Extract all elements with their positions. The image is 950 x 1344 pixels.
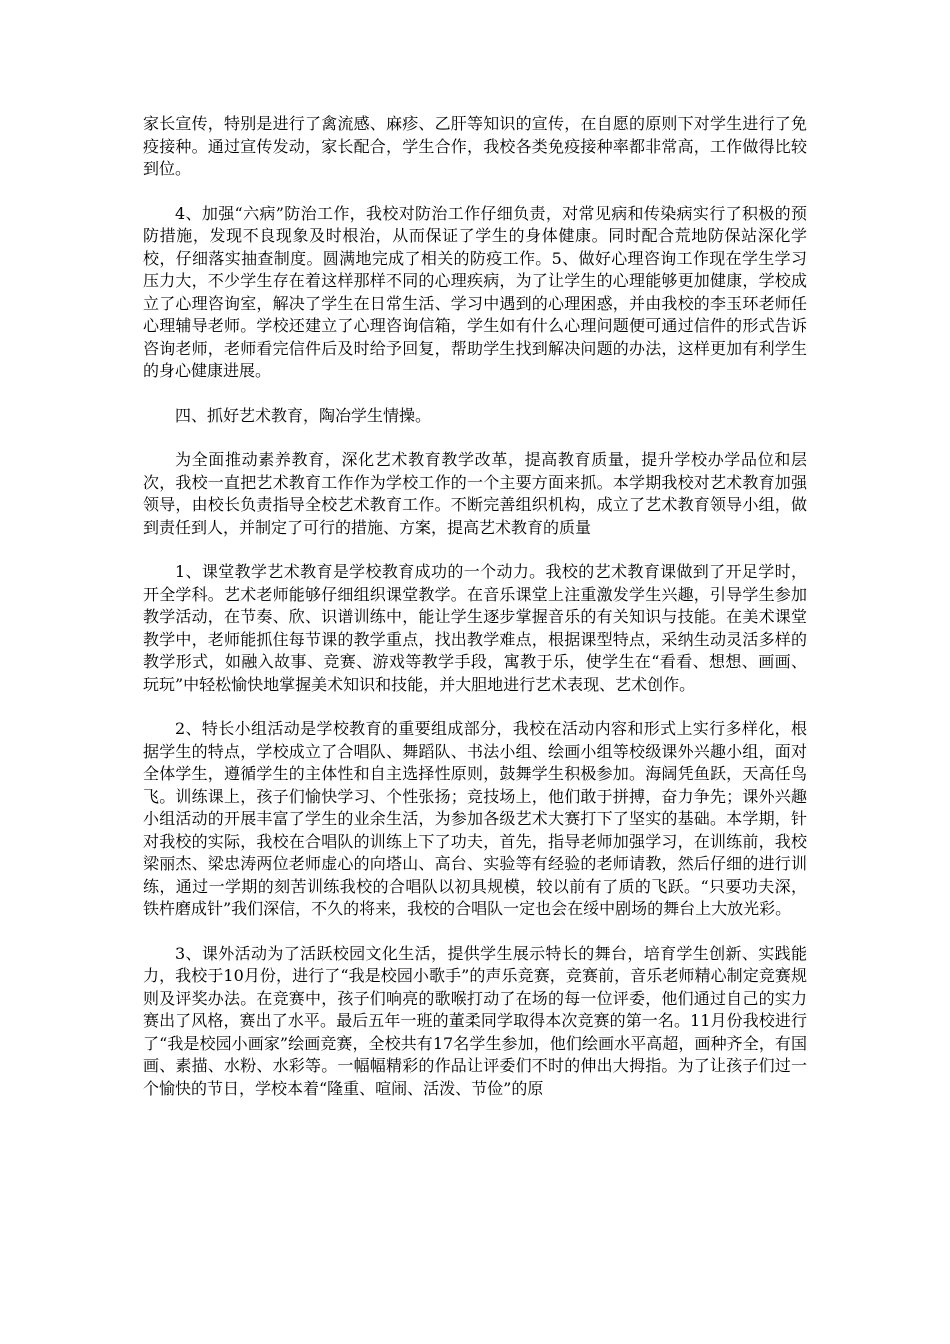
paragraph-extracurricular-activities: 3、课外活动为了活跃校园文化生活，提供学生展示特长的舞台，培育学生创新、实践能力，我校于10月份，进行了“我是校园小歌手”的声乐竞赛，竞赛前，音乐老师精心制定竞赛规则及评奖办法。在竞赛中，孩子们响亮的歌喉打动了在场的每一位评委，他们通过自己的实力赛出了风格，赛出了水平。最后五年一班的董柔同学取得本次竞赛的第一名。11月份我校进行了“我是校园小画家”绘画竞赛，全校共有17名学生参加，他们绘画水平高超，画种齐全，有国画、素描、水粉、水彩等。一幅幅精彩的作品让评委们不时的伸出大拇指。为了让孩子们过一个愉快的节日，学校本着“隆重、喧闹、活泼、节俭”的原 — [143, 943, 807, 1098]
paragraph-art-education-intro: 为全面推动素养教育，深化艺术教育教学改革，提高教育质量，提升学校办学品位和层次，我校一直把艺术教育工作作为学校工作的一个主要方面来抓。本学期我校对艺术教育加强领导，由校长负责指导全校艺术教育工作。不断完善组织机构，成立了艺术教育领导小组，做到责任到人，并制定了可行的措施、方案，提高艺术教育的质量 — [143, 450, 807, 537]
paragraph-immunization-publicity: 家长宣传，特别是进行了禽流感、麻疹、乙肝等知识的宣传，在自愿的原则下对学生进行了免疫接种。通过宣传发动，家长配合，学生合作，我校各类免疫接种率都非常高，工作做得比较到位。 — [143, 114, 807, 178]
paragraph-disease-prevention: 4、加强“六病”防治工作，我校对防治工作仔细负责，对常见病和传染病实行了积极的预防措施，发现不良现象及时根治，从而保证了学生的身体健康。同时配合荒地防保站深化学校，仔细落实抽查制度。圆满地完成了相关的防疫工作。5、做好心理咨询工作现在学生学习压力大，不少学生存在着这样那样不同的心理疾病，为了让学生的心理能够更加健康，学校成立了心理咨询室，解决了学生在日常生活、学习中遇到的心理困惑，并由我校的李玉环老师任心理辅导老师。学校还建立了心理咨询信箱，学生如有什么心理问题便可通过信件的形式告诉咨询老师，老师看完信件后及时给予回复，帮助学生找到解决问题的办法，这样更加有利学生的身心健康进展。 — [143, 203, 807, 380]
paragraph-interest-groups: 2、特长小组活动是学校教育的重要组成部分，我校在活动内容和形式上实行多样化，根据学生的特点，学校成立了合唱队、舞蹈队、书法小组、绘画小组等校级课外兴趣小组，面对全体学生，遵循学生的主体性和自主选择性原则，鼓舞学生积极参加。海阔凭鱼跃，天高任鸟飞。训练课上，孩子们愉快学习、个性张扬；竞技场上，他们敢于拼搏，奋力争先；课外兴趣小组活动的开展丰富了学生的业余生活，为参加各级艺术大赛打下了坚实的基础。本学期，针对我校的实际，我校在合唱队的训练上下了功夫，首先，指导老师加强学习，在训练前，我校梁丽杰、梁忠涛两位老师虚心的向塔山、高台、实验等有经验的老师请教，然后仔细的进行训练，通过一学期的刻苦训练我校的合唱队以初具规模，较以前有了质的飞跃。“只要功夫深，铁杵磨成针”我们深信，不久的将来，我校的合唱队一定也会在绥中剧场的舞台上大放光彩。 — [143, 719, 807, 918]
paragraph-classroom-art-teaching: 1、课堂教学艺术教育是学校教育成功的一个动力。我校的艺术教育课做到了开足学时，开全学科。艺术老师能够仔细组织课堂教学。在音乐课堂上注重激发学生兴趣，引导学生参加教学活动，在节奏、欣、识谱训练中，能让学生逐步掌握音乐的有关知识与技能。在美术课堂教学中，老师能抓住每节课的教学重点，找出教学难点，根据课型特点，采纳生动灵活多样的教学形式，如融入故事、竞赛、游戏等教学手段，寓教于乐，使学生在“看看、想想、画画、玩玩”中轻松愉快地掌握美术知识和技能，并大胆地进行艺术表现、艺术创作。 — [143, 562, 807, 694]
document-body — [143, 113, 807, 1100]
section-heading-art-education: 四、抓好艺术教育，陶冶学生情操。 — [175, 405, 432, 425]
